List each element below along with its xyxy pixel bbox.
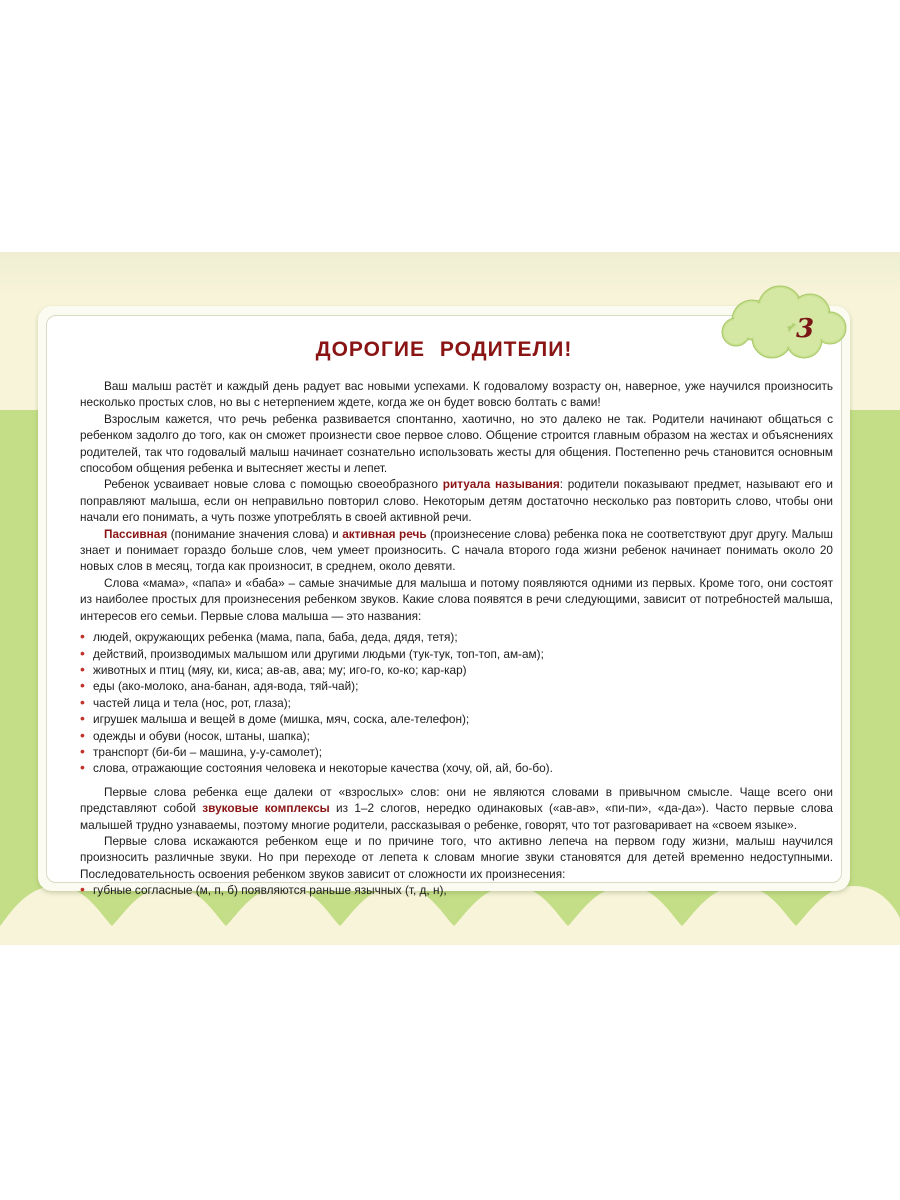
list-item: • губные согласные (м, п, б) появляются раньше язычных (т, д, н), (80, 882, 833, 898)
list-item: • действий, производимых малышом или другими людьми (тук-тук, топ-топ, ам-ам); (80, 646, 833, 662)
list-item: • одежды и обуви (носок, штаны, шапка); (80, 728, 833, 744)
article-body (80, 378, 833, 899)
highlight-ritual-naming: ритуала называния (442, 477, 560, 492)
list-item: • еды (ако-молоко, ана-банан, адя-вода, тяй-чай); (80, 678, 833, 694)
list-item: • частей лица и тела (нос, рот, глаза); (80, 695, 833, 711)
paragraph-4 (80, 526, 833, 575)
paragraph-4-text-b: (произнесение слова) ребенка пока не соответствуют друг другу. Малыш знает и понимает гораздо больше слов, чем умеет произносить. С начала второго года жизни ребенок начинает понимать около 20 новых слов в месяц, тогда как произносит, в среднем, около девяти. (80, 526, 833, 574)
page-title: ДОРОГИЕ РОДИТЕЛИ! (315, 338, 573, 361)
list-item: • людей, окружающих ребенка (мама, папа, баба, деда, дядя, тетя); (80, 629, 833, 645)
sounds-order-list (80, 882, 833, 898)
first-words-list (80, 629, 833, 777)
highlight-passive: Пассивная (104, 526, 168, 541)
paragraph-4-text-a: (понимание значения слова) и (167, 526, 343, 541)
paragraph-6-text-b: из 1–2 слогов, нередко одинаковых («ав-ав», «пи-пи», «да-да»). Часто первые слова малышей трудно узнаваемы, поэтому многие родители, рассказывая о ребенке, говорят, что тот разговаривает на «своем языке». (80, 801, 833, 832)
paragraph-2: Взрослым кажется, что речь ребенка развивается спонтанно, хаотично, но это далеко не так. Родители начинают общаться с ребенком задолго до того, как он сможет произнести свое первое слово. Общение строится главным образом на жестах и объяснениях родителей, так что годовалый малыш начинает сознательно использовать жесты для общения. Постепенно речь становится основным способом общения ребенка и вытесняет жесты и лепет. (80, 411, 833, 476)
list-item: • игрушек малыша и вещей в доме (мишка, мяч, соска, але-телефон); (80, 711, 833, 727)
paragraph-7: Первые слова искажаются ребенком еще и по причине того, что активно лепеча на первом году жизни, малыш научился произносить различные звуки. Но при переходе от лепета к словам многие звуки становятся для детей временно недоступными. Последовательность освоения ребенком звуков зависит от сложности их произнесения: (80, 833, 833, 881)
paragraph-3-text-b: : родители показывают предмет, называют его и поправляют малыша, если он неправильно повторил слово. Некоторым детям достаточно несколько раз повторить слово, чтобы они начали его понимать, а чуть позже употреблять в своей активной речи. (80, 477, 834, 525)
paragraph-3 (80, 476, 833, 525)
list-item: • животных и птиц (мяу, ки, киса; ав-ав, ава; му; иго-го, ко-ко; кар-кар) (80, 662, 833, 678)
paragraph-5: Слова «мама», «папа» и «баба» – самые значимые для малыша и потому появляются одними из первых. Кроме того, они состоят из наиболее простых для произнесения ребенком звуков. Какие слова появятся в речи следующими, зависит от потребностей малыша, интересов его семьи. Первые слова малыша — это названия: (80, 575, 833, 623)
page-number: 3 (795, 314, 815, 344)
list-item: • слова, отражающие состояния человека и некоторые качества (хочу, ой, ай, бо-бо). (80, 760, 833, 776)
paragraph-1: Ваш малыш растёт и каждый день радует вас новыми успехами. К годовалому возрасту он, наверное, уже научился произносить несколько простых слов, но вы с нетерпением ждете, когда же он будет вовсю болтать с вами! (80, 379, 833, 410)
paragraph-3-text-a: Ребенок усваивает новые слова с помощью своеобразного (104, 477, 443, 492)
paragraph-6-text-a: Первые слова ребенка еще далеки от «взрослых» слов: они не являются словами в привычном смысле. Чаще всего они представляют собой (80, 784, 833, 816)
list-item: • транспорт (би-би – машина, у-у-самолет); (80, 744, 833, 760)
highlight-active-speech: активная речь (342, 526, 427, 541)
paragraph-6 (80, 784, 833, 833)
highlight-sound-complexes: звуковые комплексы (202, 801, 330, 816)
